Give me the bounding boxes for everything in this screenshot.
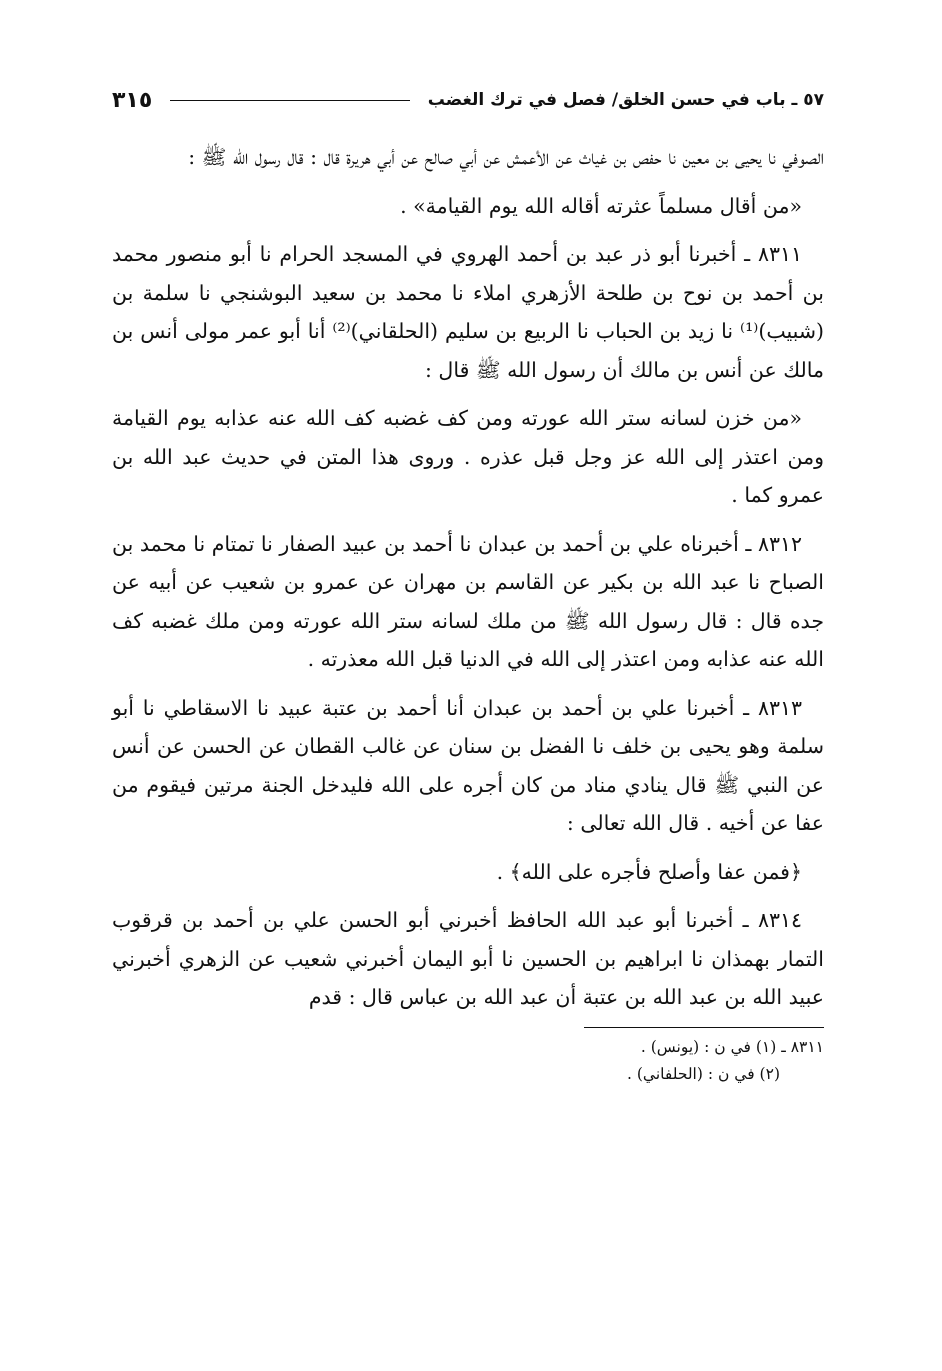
running-head: ٥٧ ـ باب في حسن الخلق/ فصل في ترك الغضب [427, 90, 824, 110]
footnote: ٨٣١١ ـ (١) في ن : (يونس) . [640, 1037, 824, 1056]
book-page [112, 80, 824, 1300]
hadith-quote: «من أقال مسلماً عثرته أقاله الله يوم القيامة» . [400, 193, 802, 218]
body-text [112, 138, 824, 1017]
paragraph-8311: ٨٣١١ ـ أخبرنا أبو ذر عبد بن أحمد الهروي في المسجد الحرام نا أبو منصور محمد بن أحمد بن نوح بن طلحة الأزهري املاء نا محمد بن سعيد البوشنجي نا سلمة بن (شبيب)⁽¹⁾ نا زيد بن الحباب نا الربيع بن سليم (الحلقاني)⁽²⁾ أنا أبو عمر مولى أنس بن مالك عن أنس بن مالك أن رسول الله ﷺ قال : [112, 242, 825, 382]
footnote: (٢) في ن : (الحلفاني) . [627, 1064, 780, 1083]
paragraph-8314: ٨٣١٤ ـ أخبرنا أبو عبد الله الحافظ أخبرني أبو الحسن علي بن أحمد بن قرقوب التمار بهمذان نا ابراهيم بن الحسين نا أبو اليمان أخبرني شعيب عن الزهري أخبرني عبيد الله بن عبد الله بن عتبة أن عبد الله بن عباس قال : قدم [112, 908, 824, 1009]
header-rule [170, 100, 409, 101]
footnote-rule [584, 1027, 824, 1028]
page-header [112, 80, 824, 120]
footnotes [112, 1034, 824, 1088]
hadith-quote: «من خزن لسانه ستر الله عورته ومن كف غضبه كف الله عنه عذابه يوم القيامة ومن اعتذر إلى الله عز وجل قبل عذره . وروى هذا المتن في حديث عبد الله بن عمرو كما . [112, 406, 824, 507]
paragraph-continuation: الصوفي نا يحيى بن معين نا حفص بن غياث عن الأعمش عن أبي صالح عن أبي هريرة قال : قال رسول الله ﷺ : [188, 145, 824, 169]
quran-quote: ﴿فمن عفا وأصلح فأجره على الله﴾ . [496, 859, 802, 884]
paragraph-8312: ٨٣١٢ ـ أخبرناه علي بن أحمد بن عبدان نا أحمد بن عبيد الصفار نا تمتام نا محمد بن الصباح نا عبد الله بن بكير عن القاسم بن مهران عن عمرو بن شعيب عن أبيه عن جده قال : قال رسول الله ﷺ من ملك لسانه ستر الله عورته ومن ملك غضبه كف الله عنه عذابه ومن اعتذر إلى الله في الدنيا قبل الله معذرته . [112, 531, 824, 671]
paragraph-8313: ٨٣١٣ ـ أخبرنا علي بن أحمد بن عبدان أنا أحمد بن عتبة عبيد نا الاسقاطي نا أبو سلمة وهو يحيى بن خلف نا الفضل بن سنان عن غالب القطان عن الحسن عن أنس عن النبي ﷺ قال ينادي مناد من كان أجره على الله فليدخل الجنة مرتين فيقوم من عفا عن أخيه . قال الله تعالى : [112, 695, 824, 835]
page-number: ٣١٥ [112, 87, 153, 113]
